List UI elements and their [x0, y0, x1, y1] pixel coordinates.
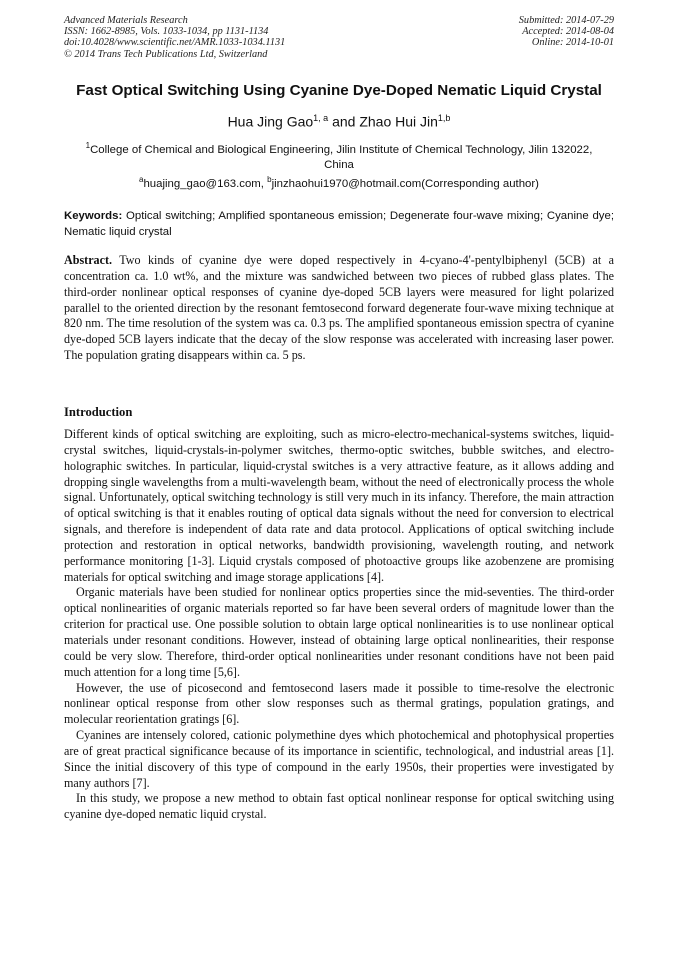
author-joiner: and	[328, 113, 360, 130]
affiliation	[70, 138, 608, 173]
email-link[interactable]: huajing_gao@163.com,	[143, 177, 268, 190]
introduction-body	[64, 427, 614, 823]
publication-dates	[519, 15, 614, 49]
author-name: Zhao Hui Jin	[359, 113, 438, 130]
body-paragraph: However, the use of picosecond and femtosecond lasers made it possible to time-resolve the electronic nonlinear optical response from other slow responses such as thermal gratings, population gratings, and molecular reorientation gratings [6].	[64, 680, 614, 727]
author-emails	[0, 175, 678, 190]
paper-title: Fast Optical Switching Using Cyanine Dye-Doped Nematic Liquid Crystal	[76, 82, 602, 99]
submitted-date: Submitted: 2014-07-29	[518, 15, 614, 26]
journal-name: Advanced Materials Research	[64, 15, 188, 26]
journal-doi[interactable]: doi:10.4028/www.scientific.net/AMR.1033-1034.1131	[64, 37, 286, 49]
abstract-text: Two kinds of cyanine dye were doped respectively in 4-cyano-4'-pentylbiphenyl (5CB) at a concentration ca. 1.0 wt%, and the mixture was sandwiched between two pieces of rubbed glass plates. The third-order nonlinear optical responses of cyanine dye-doped 5CB layers were measured for light polarized parallel to the oriented direction by the resonant femtosecond forward degenerate four-wave mixing technique at 820 nm. The time resolution of the system was ca. 0.3 ps. The amplified spontaneous emission spectra of cyanine dye-doped 5CB layers indicate that the decay of the slow response was accelerated with increasing laser power. The population grating disappears within ca. 5 ps.	[64, 253, 614, 363]
journal-issn: ISSN: 1662-8985, Vols. 1033-1034, pp 1131-1134	[64, 26, 269, 38]
body-paragraph: Cyanines are intensely colored, cationic polymethine dyes which photochemical and photophysical properties are of great practical significance because of its importance in scientific, technological, and industrial areas [1]. Since the initial discovery of this type of compound in the early 1950s, their properties were investigated by many authors [7].	[64, 728, 614, 790]
email-marker: a	[139, 175, 144, 184]
email-link[interactable]: jinzhaohui1970@hotmail.com(Corresponding author)	[271, 177, 539, 190]
body-paragraph: Organic materials have been studied for nonlinear optics properties since the mid-seventies. The third-order optical nonlinearities of organic materials reported so far have been several orders of magnitude lower than the criterion for practical use. One possible solution to obtain large optical nonlinearities is to use nonlinear optical materials under resonant conditions. However, instead of obtaining large optical nonlinearities, their response could be very slow. Therefore, third-order optical nonlinearities under resonant conditions have not been paid much attention for a long time [5,6].	[64, 585, 614, 679]
keywords-block	[64, 209, 614, 240]
email-marker: b	[267, 175, 272, 184]
author-name: Hua Jing Gao	[227, 113, 314, 130]
online-date: Online: 2014-10-01	[531, 37, 614, 49]
journal-copyright: © 2014 Trans Tech Publications Ltd, Switzerland	[64, 48, 268, 60]
section-heading: Introduction	[64, 405, 133, 419]
author-list	[0, 113, 678, 130]
author-affiliation-marker: 1,b	[437, 113, 451, 123]
affiliation-text: College of Chemical and Biological Engineering, Jilin Institute of Chemical Technology, Jilin 132022, China	[90, 143, 593, 171]
keywords-label: Keywords:	[64, 210, 123, 222]
body-paragraph: Different kinds of optical switching are exploiting, such as micro-electro-mechanical-systems switches, liquid-crystal switches, liquid-crystals-in-polymer switches, thermo-optic switches, bubble switches, and electro-holographic switches. In particular, liquid-crystal switches is a very attractive feature, as it allows adding and dropping single wavelengths from a multi-wavelength beam, without the need of electronically process the whole signal. Unfortunately, optical switching technology is still very much in its infancy. Therefore, the main attraction of optical switching is that it enables routing of optical data signals without the need for conversion to electrical signals, and therefore is independent of data rate and data protocol. Applications of optical switching include protection and restoration in optical networks, bandwidth provisioning, wavelength routing, and network performance monitoring [1-3]. Liquid crystals composed of photoactive groups like azobenzene are promising materials for optical switching and image storage applications [4].	[64, 427, 615, 584]
body-paragraph: In this study, we propose a new method to obtain fast optical nonlinear response for optical switching using cyanine dye-doped nematic liquid crystal.	[64, 791, 614, 822]
abstract-label: Abstract.	[64, 253, 113, 267]
author-affiliation-marker: 1, a	[313, 113, 329, 123]
affiliation-marker: 1	[85, 141, 91, 150]
journal-info	[64, 15, 285, 60]
abstract-block	[64, 253, 614, 364]
keywords-text: Optical switching; Amplified spontaneous emission; Degenerate four-wave mixing; Cyanine dye; Nematic liquid crystal	[64, 210, 614, 238]
accepted-date: Accepted: 2014-08-04	[522, 26, 614, 38]
